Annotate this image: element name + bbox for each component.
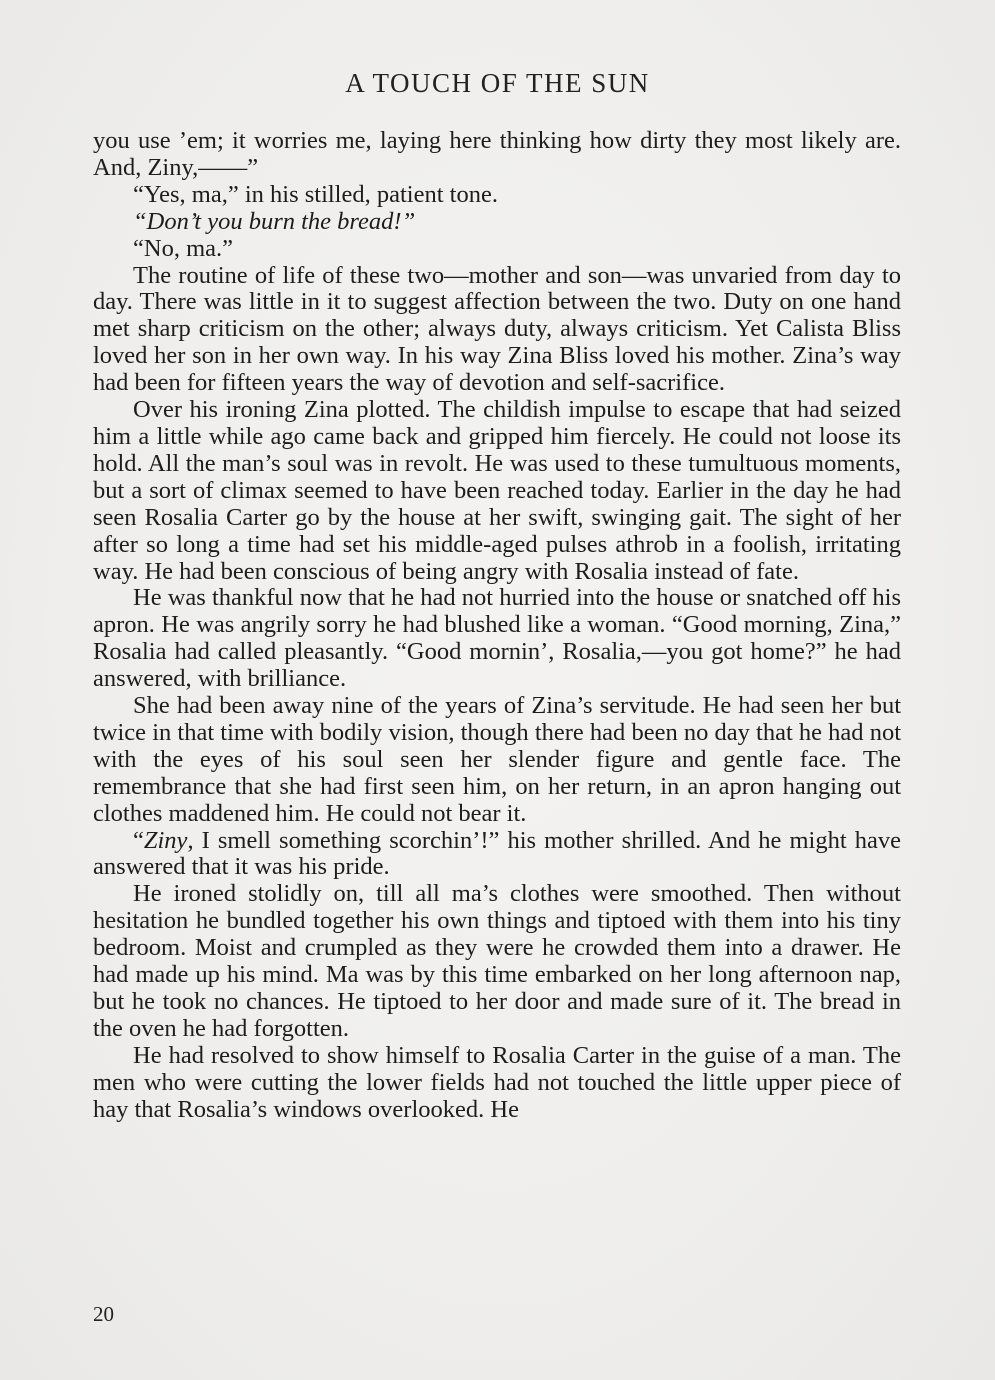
paragraph: He had resolved to show himself to Rosalia Carter in the guise of a man. The men who were cutting the lower fields had not touched the little upper piece of hay that Rosalia’s windows overlooked. He — [93, 1041, 901, 1123]
paragraph: Over his ironing Zina plotted. The childish impulse to escape that had seized him a little while ago came back and gripped him fiercely. He could not loose its hold. All the man’s soul was in revolt. He was used to these tumultuous moments, but a sort of climax seemed to have been reached today. Earlier in the day he had seen Rosalia Carter go by the house at her swift, swinging gait. The sight of her after so long a time had set his middle-aged pulses athrob in a foolish, irritating way. He had been conscious of being angry with Rosalia instead of fate. — [93, 396, 901, 585]
paragraph: He was thankful now that he had not hurried into the house or snatched off his apron. He was angrily sorry he had blushed like a woman. “Good morning, Zina,” Rosalia had called pleasantly. “Good mornin’, Rosalia,—you got home?” he had answered, with brilliance. — [93, 584, 901, 693]
paragraph: He ironed stolidly on, till all ma’s clothes were smoothed. Then without hesitation he bundled together his own things and tiptoed with them into his tiny bedroom. Moist and crumpled as they were he crowded them into a drawer. He had made up his mind. Ma was by this time embarked on her long afternoon nap, but he took no chances. He tiptoed to her door and made sure of it. The bread in the oven he had forgotten. — [93, 880, 901, 1042]
paragraph: “No, ma.” — [133, 234, 233, 262]
body-text — [93, 128, 901, 1124]
paragraph — [93, 828, 901, 882]
italic-line: “Don’t you burn the bread!” — [133, 207, 416, 235]
page-number: 20 — [93, 1302, 114, 1326]
paragraph: The routine of life of these two—mother and son—was unvaried from day to day. There was little in it to suggest affection between the two. Duty on one hand met sharp criticism on the other; always duty, always criticism. Yet Calista Bliss loved her son in her own way. In his way Zina Bliss loved his mother. Zina’s way had been for fifteen years the way of devotion and self-sacrifice. — [93, 261, 901, 397]
quote-open: “ — [133, 826, 144, 854]
paragraph: you use ’em; it worries me, laying here thinking how dirty they most likely are. And, Ziny,——” — [93, 127, 901, 181]
paragraph-italic — [93, 209, 901, 236]
running-head: A TOUCH OF THE SUN — [345, 68, 650, 98]
paragraph-rest: , I smell something scorchin’!” his mother shrilled. And he might have answered that it was his pride. — [93, 826, 901, 881]
paragraph: She had been away nine of the years of Zina’s servitude. He had seen her but twice in that time with bodily vision, though there had been no day that he had not with the eyes of his soul seen her slender figure and gentle face. The remembrance that she had first seen him, on her return, in an apron hanging out clothes maddened him. He could not bear it. — [93, 692, 901, 827]
italic-word: Ziny — [143, 826, 188, 854]
paragraph: “Yes, ma,” in his stilled, patient tone. — [133, 180, 498, 208]
